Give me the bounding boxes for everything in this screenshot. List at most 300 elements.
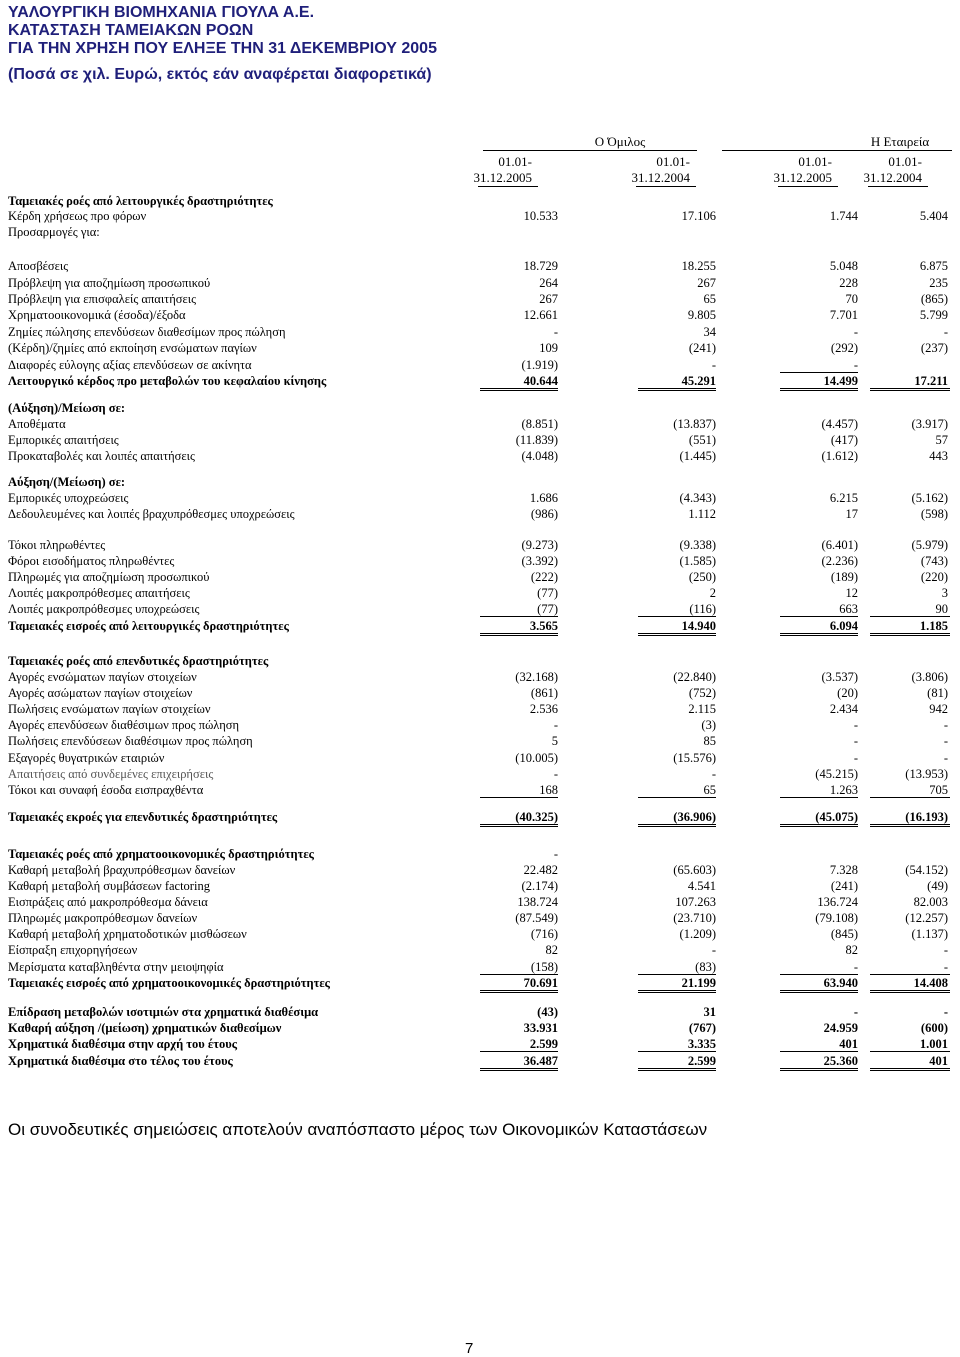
row-value: (10.005)	[515, 751, 558, 765]
row-value: (189)	[830, 570, 858, 584]
row-value: 90	[935, 602, 948, 616]
row-value: 6.875	[919, 259, 948, 273]
row-value: 14.408	[913, 976, 948, 990]
row-value: 70	[845, 292, 858, 306]
subtotal-underline	[638, 797, 716, 798]
row-value: 2.599	[529, 1037, 558, 1051]
row-label: Ταμειακές ροές από χρηματοοικονομικές δραστηριότητες	[8, 847, 314, 861]
row-value: -	[711, 358, 716, 372]
row-value: -	[943, 718, 948, 732]
row-value: 2.434	[829, 702, 858, 716]
table-row	[8, 669, 952, 685]
row-label: Πληρωμές για αποζημίωση προσωπικού	[8, 570, 210, 584]
row-label: Πωλήσεις επενδύσεων διαθέσιμων προς πώληση	[8, 734, 253, 748]
row-value: (12.257)	[905, 911, 948, 925]
row-value: 228	[839, 276, 858, 290]
row-value: 1.112	[688, 507, 716, 521]
row-value: (222)	[530, 570, 558, 584]
table-row	[8, 653, 952, 669]
row-value: (11.839)	[515, 433, 558, 447]
row-value: (87.549)	[515, 911, 558, 925]
row-label: Αγορές ενσώματων παγίων στοιχείων	[8, 670, 197, 684]
row-value: (551)	[688, 433, 716, 447]
total-underline	[638, 990, 716, 993]
table-row	[8, 618, 952, 634]
row-value: 5	[551, 734, 558, 748]
total-underline	[638, 824, 716, 827]
row-value: 57	[935, 433, 948, 447]
table-row	[8, 324, 952, 340]
row-value: 2.536	[529, 702, 558, 716]
table-row	[8, 601, 952, 617]
table-row	[8, 878, 952, 894]
table-row	[8, 1053, 952, 1069]
row-label: Λοιπές μακροπρόθεσμες απαιτήσεις	[8, 586, 190, 600]
row-label: Καθαρή μεταβολή βραχυπρόθεσμων δανείων	[8, 863, 236, 877]
row-label: Καθαρή αύξηση /(μείωση) χρηματικών διαθεσίμων	[8, 1021, 282, 1035]
row-label: Προσαρμογές για:	[8, 225, 100, 239]
row-value: (4.048)	[521, 449, 558, 463]
row-value: (3.392)	[521, 554, 558, 568]
total-underline	[480, 388, 558, 391]
table-row	[8, 894, 952, 910]
report-units-note: (Ποσά σε χιλ. Ευρώ, εκτός εάν αναφέρεται διαφορετικά)	[8, 66, 432, 83]
table-row	[8, 585, 952, 601]
row-value: (292)	[830, 341, 858, 355]
table-row	[8, 975, 952, 991]
row-label: Χρηματικά διαθέσιμα στην αρχή του έτους	[8, 1037, 238, 1051]
table-row	[8, 537, 952, 553]
row-label: Εξαγορές θυγατρικών εταιριών	[8, 751, 165, 765]
table-row	[8, 959, 952, 975]
row-value: (49)	[927, 879, 948, 893]
row-label: Λειτουργικό κέρδος προ μεταβολών του κεφαλαίου κίνησης	[8, 374, 327, 388]
row-value: (767)	[688, 1021, 716, 1035]
row-value: (23.710)	[673, 911, 716, 925]
row-label: Προκαταβολές και λοιπές απαιτήσεις	[8, 449, 195, 463]
period-header-3-line1: 01.01-	[888, 154, 922, 169]
total-underline	[780, 1068, 858, 1071]
subtotal-underline	[870, 616, 950, 617]
row-label: Κέρδη χρήσεως προ φόρων	[8, 209, 147, 223]
total-underline	[638, 633, 716, 636]
total-underline	[480, 990, 558, 993]
row-label: Ταμειακές εισροές από λειτουργικές δραστηριότητες	[8, 619, 289, 633]
row-value: (5.979)	[911, 538, 948, 552]
row-value: 663	[839, 602, 858, 616]
row-value: 107.263	[675, 895, 716, 909]
table-row	[8, 1004, 952, 1020]
table-row	[8, 910, 952, 926]
row-value: (8.851)	[521, 417, 558, 431]
row-label: Επίδραση μεταβολών ισοτιμιών στα χρηματικά διαθέσιμα	[8, 1005, 319, 1019]
period-header-2-line1: 01.01-	[798, 154, 832, 169]
row-value: 22.482	[523, 863, 558, 877]
row-label: Εισπράξεις από μακροπρόθεσμα δάνεια	[8, 895, 208, 909]
table-row	[8, 357, 952, 373]
period-header-0-line1: 01.01-	[498, 154, 532, 169]
report-title-statement: ΚΑΤΑΣΤΑΣΗ ΤΑΜΕΙΑΚΩΝ ΡΟΩΝ	[8, 22, 254, 39]
row-value: 2	[709, 586, 716, 600]
table-row	[8, 701, 952, 717]
table-row	[8, 208, 952, 224]
row-label: Αποθέματα	[8, 417, 66, 431]
report-title-period: ΓΙΑ ΤΗΝ ΧΡΗΣΗ ΠΟΥ ΕΛΗΞΕ ΤΗΝ 31 ΔΕΚΕΜΒΡΙΟΥ 2005	[8, 40, 437, 57]
row-value: 264	[539, 276, 558, 290]
row-label: Αύξηση/(Μείωση) σε:	[8, 475, 126, 489]
row-value: 65	[703, 783, 716, 797]
row-value: -	[711, 767, 716, 781]
row-value: (4.457)	[821, 417, 858, 431]
row-value: (45.215)	[815, 767, 858, 781]
row-label: Φόροι εισοδήματος πληρωθέντες	[8, 554, 175, 568]
row-value: 401	[839, 1037, 858, 1051]
row-value: 85	[703, 734, 716, 748]
row-value: (36.906)	[673, 810, 716, 824]
row-label: Καθαρή μεταβολή συμβάσεων factoring	[8, 879, 210, 893]
table-row	[8, 432, 952, 448]
total-underline	[870, 1068, 950, 1071]
row-value: (845)	[830, 927, 858, 941]
row-value: 12.661	[523, 308, 558, 322]
row-label: Μερίσματα καταβληθέντα στην μειοψηφία	[8, 960, 224, 974]
row-value: 17	[845, 507, 858, 521]
row-value: 34	[703, 325, 716, 339]
row-label: Χρηματικά διαθέσιμα στο τέλος του έτους	[8, 1054, 233, 1068]
row-value: 17.106	[681, 209, 716, 223]
row-value: 36.487	[523, 1054, 558, 1068]
row-value: 6.094	[829, 619, 858, 633]
row-value: 70.691	[523, 976, 558, 990]
row-label: Χρηματοοικονομικά (έσοδα)/έξοδα	[8, 308, 186, 322]
row-value: (861)	[530, 686, 558, 700]
row-value: (22.840)	[673, 670, 716, 684]
row-value: 3	[941, 586, 948, 600]
row-value: 7.328	[829, 863, 858, 877]
row-value: (1.209)	[679, 927, 716, 941]
row-label: (Αύξηση)/Μείωση σε:	[8, 401, 126, 415]
total-underline	[480, 1068, 558, 1071]
period-header-3-line2: 31.12.2004	[863, 170, 922, 185]
row-value: (1.137)	[911, 927, 948, 941]
row-value: 9.805	[687, 308, 716, 322]
table-row	[8, 569, 952, 585]
row-value: (45.075)	[815, 810, 858, 824]
row-value: (2.236)	[821, 554, 858, 568]
row-value: 18.255	[681, 259, 716, 273]
row-label: Αποσβέσεις	[8, 259, 69, 273]
row-value: 17.211	[914, 374, 948, 388]
row-value: (716)	[530, 927, 558, 941]
row-value: 267	[697, 276, 716, 290]
row-value: -	[943, 325, 948, 339]
row-value: -	[553, 847, 558, 861]
row-value: (65.603)	[673, 863, 716, 877]
row-value: (13.953)	[905, 767, 948, 781]
row-value: -	[553, 767, 558, 781]
row-label: Πληρωμές μακροπρόθεσμων δανείων	[8, 911, 198, 925]
row-value: (743)	[920, 554, 948, 568]
table-row	[8, 224, 952, 240]
row-value: (220)	[920, 570, 948, 584]
row-value: -	[853, 734, 858, 748]
row-value: (158)	[530, 960, 558, 974]
row-value: (40.325)	[515, 810, 558, 824]
row-label: Πρόβλεψη για αποζημίωση προσωπικού	[8, 276, 211, 290]
row-value: 942	[929, 702, 948, 716]
row-label: (Κέρδη)/ζημίες από εκποίηση ενσώματων παγίων	[8, 341, 257, 355]
period-header-0-line2: 31.12.2005	[473, 170, 532, 185]
total-underline	[870, 388, 950, 391]
page-number: 7	[465, 1340, 474, 1357]
row-value: -	[853, 1005, 858, 1019]
row-value: 3.565	[529, 619, 558, 633]
table-row	[8, 750, 952, 766]
subtotal-underline	[638, 1051, 716, 1052]
row-label: Ζημίες πώλησης επενδύσεων διαθεσίμων προς πώληση	[8, 325, 286, 339]
row-value: (15.576)	[673, 751, 716, 765]
table-row	[8, 506, 952, 522]
row-label: Πρόβλεψη για επισφαλείς απαιτήσεις	[8, 292, 197, 306]
row-value: (77)	[537, 602, 558, 616]
subtotal-underline	[638, 616, 716, 617]
row-value: 109	[539, 341, 558, 355]
table-row	[8, 766, 952, 782]
subtotal-underline	[480, 1051, 558, 1052]
table-row	[8, 490, 952, 506]
row-value: (116)	[689, 602, 716, 616]
row-label: Ταμειακές εκροές για επενδυτικές δραστηριότητες	[8, 810, 278, 824]
row-value: 168	[539, 783, 558, 797]
row-value: 2.115	[688, 702, 716, 716]
row-value: -	[553, 718, 558, 732]
row-value: 31	[703, 1005, 716, 1019]
table-row	[8, 846, 952, 862]
row-label: Εμπορικές υποχρεώσεις	[8, 491, 129, 505]
subtotal-underline	[780, 616, 858, 617]
table-row	[8, 291, 952, 307]
row-value: (6.401)	[821, 538, 858, 552]
subtotal-underline	[780, 1051, 858, 1052]
row-value: 33.931	[523, 1021, 558, 1035]
total-underline	[780, 633, 858, 636]
table-row	[8, 809, 952, 825]
row-value: -	[943, 1005, 948, 1019]
subtotal-underline	[870, 1051, 950, 1052]
row-label: Λοιπές μακροπρόθεσμες υποχρεώσεις	[8, 602, 200, 616]
total-underline	[638, 1068, 716, 1071]
table-row	[8, 733, 952, 749]
table-row	[8, 258, 952, 274]
row-value: 267	[539, 292, 558, 306]
row-value: -	[853, 325, 858, 339]
row-value: 10.533	[523, 209, 558, 223]
row-value: (81)	[927, 686, 948, 700]
row-value: 5.799	[919, 308, 948, 322]
row-value: 12	[845, 586, 858, 600]
row-label: Αγορές ασώματων παγίων στοιχείων	[8, 686, 193, 700]
row-value: 24.959	[823, 1021, 858, 1035]
row-value: -	[943, 734, 948, 748]
row-value: (32.168)	[515, 670, 558, 684]
row-value: 7.701	[829, 308, 858, 322]
row-label: Ταμειακές ροές από λειτουργικές δραστηριότητες	[8, 194, 273, 208]
row-value: (241)	[830, 879, 858, 893]
row-value: 65	[703, 292, 716, 306]
row-value: (20)	[837, 686, 858, 700]
table-row	[8, 1036, 952, 1052]
group-header-company: Η Εταιρεία	[870, 134, 930, 149]
row-value: -	[943, 751, 948, 765]
table-row	[8, 553, 952, 569]
total-underline	[870, 824, 950, 827]
table-row	[8, 307, 952, 323]
row-label: Καθαρή μεταβολή χρηματοδοτικών μισθώσεων	[8, 927, 247, 941]
row-value: (3.917)	[911, 417, 948, 431]
total-underline	[780, 388, 858, 391]
row-value: (77)	[537, 586, 558, 600]
row-value: (43)	[537, 1005, 558, 1019]
row-value: (1.445)	[679, 449, 716, 463]
subtotal-underline	[870, 797, 950, 798]
table-row	[8, 782, 952, 798]
total-underline	[780, 824, 858, 827]
footer-note: Οι συνοδευτικές σημειώσεις αποτελούν αναπόσπαστο μέρος των Οικονομικών Καταστάσεων	[8, 1120, 708, 1139]
row-label: Αγορές επενδύσεων διαθέσιμων προς πώληση	[8, 718, 240, 732]
table-row	[8, 474, 952, 490]
table-row	[8, 448, 952, 464]
row-value: 401	[929, 1054, 948, 1068]
row-label: Είσπραξη επιχορηγήσεων	[8, 943, 138, 957]
row-value: -	[943, 960, 948, 974]
row-value: (3.537)	[821, 670, 858, 684]
row-value: (1.612)	[821, 449, 858, 463]
table-row	[8, 416, 952, 432]
row-value: -	[711, 943, 716, 957]
row-value: 25.360	[823, 1054, 858, 1068]
row-value: (417)	[830, 433, 858, 447]
row-value: (241)	[688, 341, 716, 355]
row-label: Πωλήσεις ενσώματων παγίων στοιχείων	[8, 702, 211, 716]
row-value: 1.686	[529, 491, 558, 505]
row-value: (13.837)	[673, 417, 716, 431]
row-label: Διαφορές εύλογης αξίας επενδύσεων σε ακίνητα	[8, 358, 252, 372]
report-title-company: ΥΑΛΟΥΡΓΙΚΗ ΒΙΟΜΗΧΑΝΙΑ ΓΙΟΥΛΑ Α.Ε.	[8, 4, 315, 21]
table-row	[8, 685, 952, 701]
row-value: 5.404	[919, 209, 948, 223]
row-value: 1.001	[919, 1037, 948, 1051]
row-value: 6.215	[829, 491, 858, 505]
row-label: Τόκοι πληρωθέντες	[8, 538, 106, 552]
row-value: (2.174)	[521, 879, 558, 893]
table-row	[8, 400, 952, 416]
row-value: (79.108)	[815, 911, 858, 925]
row-value: 2.599	[687, 1054, 716, 1068]
table-row	[8, 926, 952, 942]
table-row	[8, 942, 952, 958]
row-value: -	[943, 943, 948, 957]
row-value: 63.940	[823, 976, 858, 990]
row-value: (1.919)	[521, 358, 558, 372]
row-label: Τόκοι και συναφή έσοδα εισπραχθέντα	[8, 783, 204, 797]
row-value: 1.744	[829, 209, 858, 223]
row-value: 138.724	[517, 895, 558, 909]
table-row	[8, 717, 952, 733]
row-value: -	[853, 751, 858, 765]
row-label: Δεδουλευμένες και λοιπές βραχυπρόθεσμες υποχρεώσεις	[8, 507, 295, 521]
table-row	[8, 193, 952, 209]
table-row	[8, 275, 952, 291]
period-header-1-line2: 31.12.2004	[631, 170, 690, 185]
total-underline	[780, 990, 858, 993]
row-value: 14.940	[681, 619, 716, 633]
table-row	[8, 862, 952, 878]
row-label: Απαιτήσεις από συνδεμένες επιχειρήσεις	[8, 767, 214, 781]
row-value: 40.644	[523, 374, 558, 388]
row-label: Ταμειακές εισροές από χρηματοοικονομικές δραστηριότητες	[8, 976, 330, 990]
subtotal-underline	[780, 797, 858, 798]
row-value: 82	[845, 943, 858, 957]
row-value: 18.729	[523, 259, 558, 273]
row-value: (752)	[688, 686, 716, 700]
row-value: 1.263	[829, 783, 858, 797]
row-value: 82	[545, 943, 558, 957]
total-underline	[870, 990, 950, 993]
row-value: (598)	[920, 507, 948, 521]
row-value: 705	[929, 783, 948, 797]
row-value: -	[553, 325, 558, 339]
group-header-group: Ο Όμιλος	[594, 134, 646, 149]
row-value: 82.003	[913, 895, 948, 909]
row-value: 14.499	[823, 374, 858, 388]
row-value: (83)	[695, 960, 716, 974]
subtotal-underline	[480, 797, 558, 798]
row-value: (54.152)	[905, 863, 948, 877]
row-value: (600)	[920, 1021, 948, 1035]
total-underline	[480, 633, 558, 636]
total-underline	[638, 388, 716, 391]
table-row	[8, 1020, 952, 1036]
row-value: (250)	[688, 570, 716, 584]
row-value: -	[853, 960, 858, 974]
row-value: 45.291	[681, 374, 716, 388]
period-header-1-line1: 01.01-	[656, 154, 690, 169]
table-row	[8, 340, 952, 356]
total-underline	[480, 824, 558, 827]
row-value: (865)	[920, 292, 948, 306]
row-value: (9.338)	[679, 538, 716, 552]
row-value: 443	[929, 449, 948, 463]
subtotal-underline	[480, 616, 558, 617]
table-row	[8, 373, 952, 389]
row-value: (237)	[920, 341, 948, 355]
row-value: 4.541	[687, 879, 716, 893]
row-value: -	[853, 718, 858, 732]
row-label: Εμπορικές απαιτήσεις	[8, 433, 119, 447]
row-value: 136.724	[817, 895, 858, 909]
row-value: 5.048	[829, 259, 858, 273]
row-value: 235	[929, 276, 948, 290]
row-value: 1.185	[919, 619, 948, 633]
period-header-2-line2: 31.12.2005	[773, 170, 832, 185]
row-value: (3.806)	[911, 670, 948, 684]
row-value: (5.162)	[911, 491, 948, 505]
total-underline	[870, 633, 950, 636]
row-value: (3)	[701, 718, 716, 732]
row-value: (9.273)	[521, 538, 558, 552]
row-value: 21.199	[681, 976, 716, 990]
row-value: (986)	[530, 507, 558, 521]
